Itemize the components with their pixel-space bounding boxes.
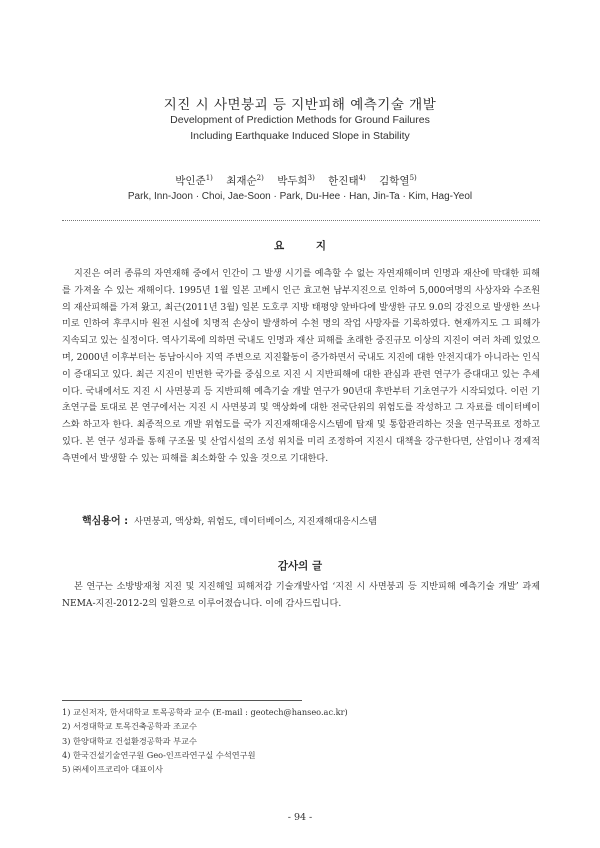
footnote: 5) ㈜세이프코리아 대표이사 bbox=[62, 764, 163, 775]
author-name: 김학열 bbox=[379, 175, 410, 187]
title-korean: 지진 시 사면붕괴 등 지반피해 예측기술 개발 bbox=[163, 97, 437, 113]
author-name: 최재순 bbox=[226, 175, 257, 187]
author-mark: 3) bbox=[307, 173, 315, 182]
author-mark: 4) bbox=[358, 173, 366, 182]
authors-korean bbox=[0, 173, 600, 188]
footnote-divider bbox=[62, 700, 302, 701]
title-english-line1: Development of Prediction Methods for Ground Failures bbox=[170, 114, 430, 126]
footnote: 4) 한국건설기술연구원 Geo-인프라연구실 수석연구원 bbox=[62, 749, 256, 760]
header-divider bbox=[62, 220, 540, 221]
acknowledgement-heading: 감사의 글 bbox=[277, 560, 323, 572]
author-mark: 2) bbox=[256, 173, 264, 182]
abstract-text: 지진은 여러 종류의 자연재해 중에서 인간이 그 발생 시기를 예측할 수 없는 자연재해이며 인명과 재산에 막대한 피해를 가져올 수 있는 재해이다. 1995년 1월 일본 고베시 인근 효고현 남부지진으로 인하여 5,000여명의 사상자와 수조원의 재산피해를 가져 왔고, 최근(2011년 3월) 일본 도호쿠 지방 태평양 앞바다에 발생한 규모 9.0의 강진으로 발생한 쓰나미로 인하여 후쿠시마 원전 시설에 치명적 손상이 발생하여 수천 명의 작업 사망자를 기록하였다. 현재까지도 그 피해가 지속되고 있는 실정이다. 역사기록에 의하면 국내도 인명과 재산 피해를 초래한 중진규모 이상의 지진이 여러 차례 있었으며, 2000년 이후부터는 동남아시아 지역 주변으로 지진활동이 증가하면서 국내도 지진에 대한 안전지대가 아니라는 인식이 증대되고 있다. 최근 지진이 빈번한 국가를 중심으로 지진 시 지반피해에 대한 관심과 관련 연구가 증대대고 있는 추세이다. 국내에서도 지진 시 사면붕괴 등 지반피해 예측기술 개발 연구가 90년대 후반부터 기초연구가 시작되었다. 이런 기초연구를 토대로 본 연구에서는 지진 시 사면붕괴 및 액상화에 대한 전국단위의 위험도를 작성하고 그 자료를 데이터베이스화 하고자 한다. 최종적으로 개발 위험도를 국가 지진재해대응시스템에 탑재 및 통합관리하는 것을 연구목표로 정하고 있다. 본 연구 성과를 통해 구조물 및 산업시설의 조성 위치를 미리 조정하여 지진시 대책을 강구한다면, 산업이나 경제적 측면에서 발생할 수 있는 피해를 최소화할 수 있을 것으로 기대한다. bbox=[62, 269, 540, 464]
author-name: 박인준 bbox=[175, 175, 206, 187]
author-mark: 5) bbox=[409, 173, 417, 182]
author-mark: 1) bbox=[205, 173, 213, 182]
abstract-heading: 요 지 bbox=[274, 240, 340, 252]
acknowledgement-text: 본 연구는 소방방재청 지진 및 지진해일 피해저감 기술개발사업 ‘지진 시 사면붕괴 등 지반피해 예측기술 개발’ 과제NEMA-지진-2012-2의 일환으로 이루어졌습니다. 이에 감사드립니다. bbox=[62, 582, 540, 609]
authors-english: Park, Inn-Joon · Choi, Jae-Soon · Park, Du-Hee · Han, Jin-Ta · Kim, Hag-Yeol bbox=[127, 191, 473, 202]
keywords bbox=[82, 512, 542, 527]
page-number: - 94 - bbox=[287, 812, 313, 823]
title-english-line2: Including Earthquake Induced Slope in Stability bbox=[190, 130, 410, 142]
footnote: 2) 서경대학교 토목건축공학과 조교수 bbox=[62, 721, 197, 732]
author-name: 한진태 bbox=[328, 175, 359, 187]
keywords-text: 사면붕괴, 액상화, 위험도, 데이터베이스, 지진재해대응시스템 bbox=[134, 517, 377, 527]
footnote: 3) 한양대학교 건설환경공학과 부교수 bbox=[62, 735, 197, 746]
footnote: 1) 교신저자, 한서대학교 토목공학과 교수 (E-mail : geotech@hanseo.ac.kr) bbox=[62, 707, 348, 717]
footnotes bbox=[62, 705, 348, 776]
author-name: 박두희 bbox=[277, 175, 308, 187]
keywords-label: 핵심용어 : bbox=[82, 516, 129, 527]
